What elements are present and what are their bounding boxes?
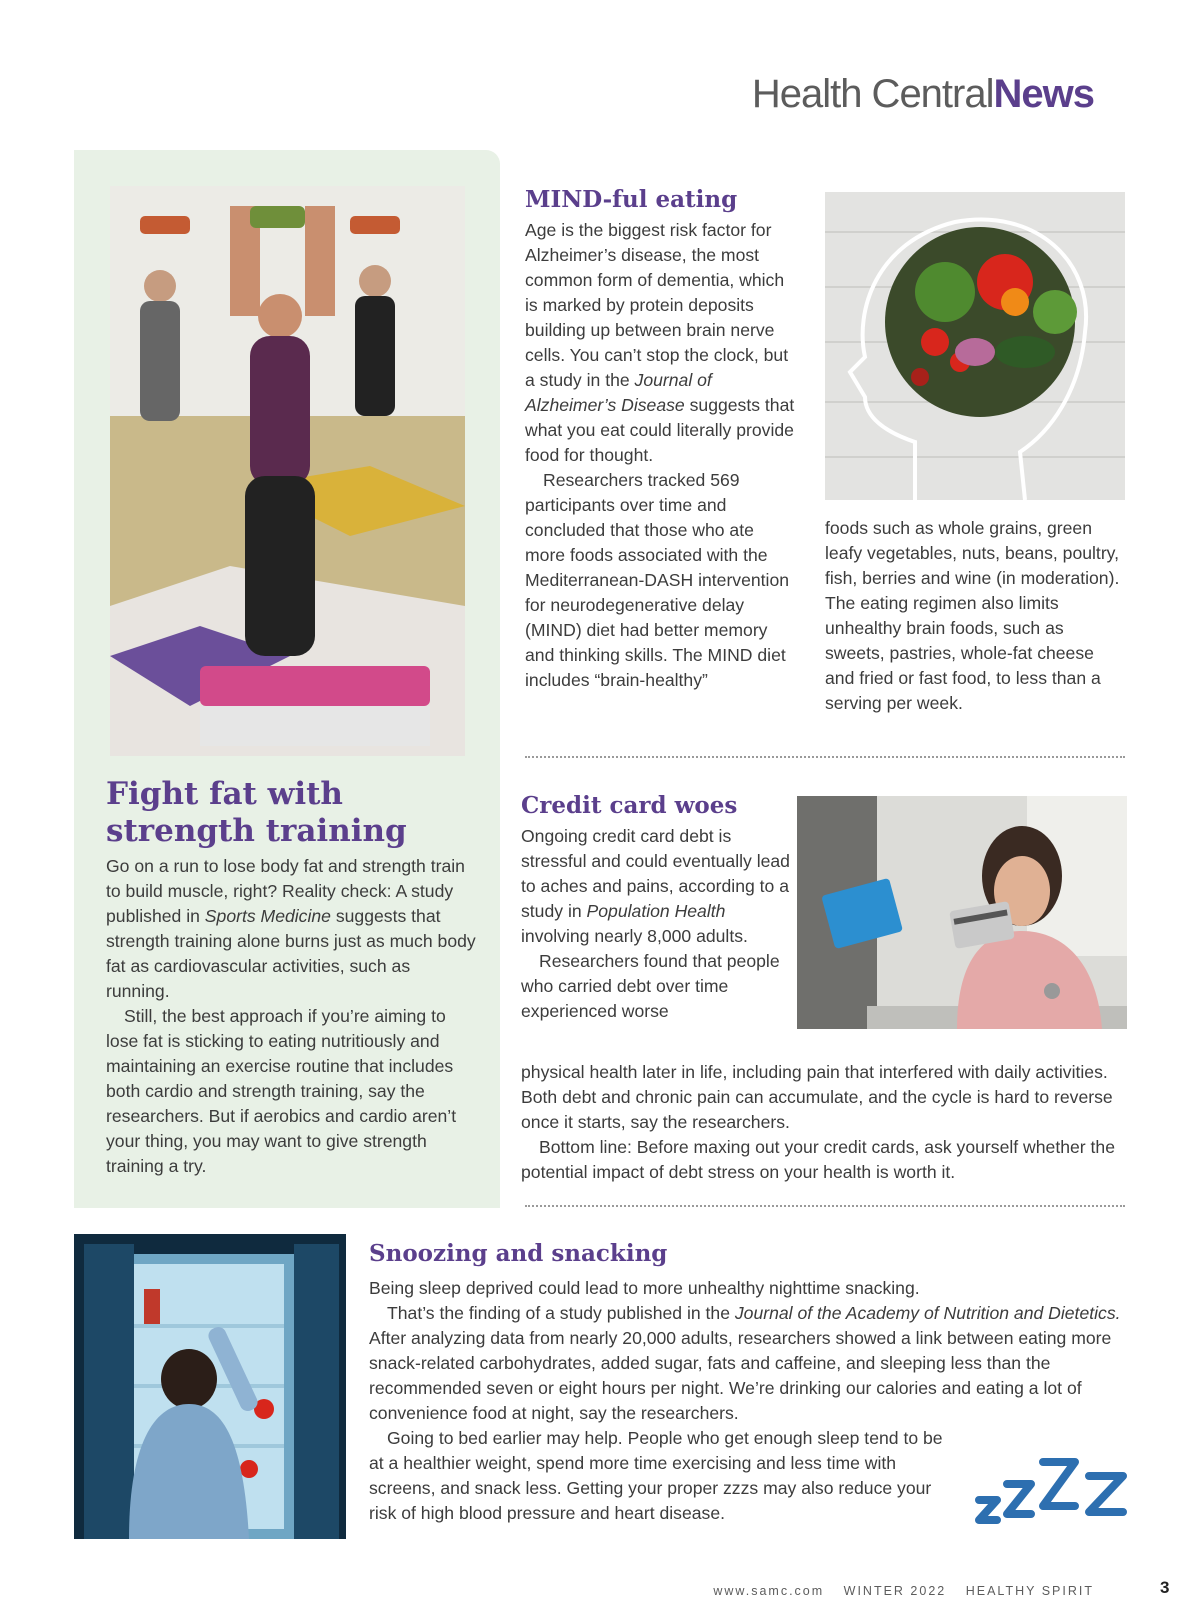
credit-paragraph-1 [521,824,791,949]
fight-fat-title-line2: strength training [106,813,407,849]
page-footer [699,1584,1094,1598]
credit-journal: Population Health [586,901,726,921]
snooze-p2-text: That’s the finding of a study published in the [387,1303,735,1323]
fight-fat-p1-text: Go on a run to lose body fat and strength train to build muscle, right? Reality check: A study published in [106,856,465,926]
credit-article-full [521,1060,1127,1185]
credit-p1-text: Ongoing credit card debt is stressful and could eventually lead to aches and pains, according to a study in [521,826,790,921]
refrigerator-snacking-photo [74,1234,346,1539]
divider-2 [525,1205,1125,1207]
mind-paragraph-3: foods such as whole grains, green leafy vegetables, nuts, beans, poultry, fish, berries and wine (in moderation). The eating regimen also limits unhealthy brain foods, such as sweets, pastries, whole-fat cheese and fried or fast food, to less than a serving per week. [825,518,1120,713]
divider-1 [525,756,1125,758]
snooze-paragraph-1: Being sleep deprived could lead to more unhealthy nighttime snacking. [369,1278,920,1298]
mind-paragraph-1 [525,218,795,468]
snooze-p2-text-end: After analyzing data from nearly 20,000 adults, researchers showed a link between eating more snack-related carbohydrates, added sugar, fats and caffeine, and sleeping less than the recommended seven or eight hours per night. We’re drinking our calories and eating a lot of convenience food at night, say the researchers. [369,1328,1112,1423]
mind-article-col2 [825,516,1125,716]
fight-fat-p1-text-end: suggests that strength training alone burns just as much body fat as cardiovascular activities, such as running. [106,906,476,1001]
masthead-light: Health Central [751,72,994,116]
credit-p1-text-end: involving nearly 8,000 adults. [521,926,748,946]
credit-article-col1 [521,792,791,1024]
fight-fat-title-line1: Fight fat with [106,776,343,812]
credit-paragraph-2a: Researchers found that people who carried debt over time experienced worse [521,951,780,1021]
masthead [752,72,1094,117]
credit-card-photo [797,796,1127,1029]
footer-magazine: HEALTHY SPIRIT [965,1584,1094,1598]
credit-title: Credit card woes [521,792,738,819]
fight-fat-article [106,776,476,1179]
masthead-bold: News [993,72,1094,116]
snooze-title: Snoozing and snacking [369,1240,668,1267]
credit-paragraph-2b: physical health later in life, including pain that interfered with daily activities. Both debt and chronic pain can accumulate, and the cycle is hard to reverse once it starts, say the researchers. [521,1062,1113,1132]
snooze-paragraph-2 [369,1301,1127,1426]
fitness-class-photo [110,186,465,756]
zzz-sleep-icon [975,1440,1135,1530]
fight-fat-journal: Sports Medicine [204,906,331,926]
snooze-journal: Journal of the Academy of Nutrition and Dietetics. [734,1303,1121,1323]
page-number: 3 [1160,1578,1170,1597]
mind-journal: Journal of Alzheimer’s Disease [525,370,712,415]
mind-p1-text-end: suggests that what you eat could literally provide food for thought. [525,395,795,465]
brain-food-photo [825,192,1125,500]
footer-issue: WINTER 2022 [843,1584,947,1598]
credit-paragraph-3: Bottom line: Before maxing out your credit cards, ask yourself whether the potential impact of debt stress on your health is worth it. [521,1137,1115,1182]
mind-title: MIND-ful eating [525,186,738,213]
mind-p1-text: Age is the biggest risk factor for Alzheimer’s disease, the most common form of dementia, which is marked by protein deposits building up between brain nerve cells. You can’t stop the clock, but a study in the [525,220,789,390]
mind-article-col1 [525,186,795,693]
mind-paragraph-2: Researchers tracked 569 participants over time and concluded that those who ate more foods associated with the Mediterranean-DASH intervention for neurodegenerative delay (MIND) diet had better memory and thinking skills. The MIND diet includes “brain-healthy” [525,470,790,690]
fight-fat-paragraph-2: Still, the best approach if you’re aiming to lose fat is sticking to eating nutritiously and maintaining an exercise routine that includes both cardio and strength training, say the researchers. But if aerobics and cardio aren’t your thing, you may want to give strength training a try. [106,1006,457,1176]
footer-site: www.samc.com [713,1584,825,1598]
snooze-paragraph-3: Going to bed earlier may help. People who get enough sleep tend to be at a healthier weight, spend more time exercising and less time with screens, and snack less. Getting your proper zzzs may also reduce your risk of high blood pressure and heart disease. [369,1428,943,1523]
fight-fat-paragraph-1 [106,854,476,1004]
fight-fat-title [106,776,476,850]
